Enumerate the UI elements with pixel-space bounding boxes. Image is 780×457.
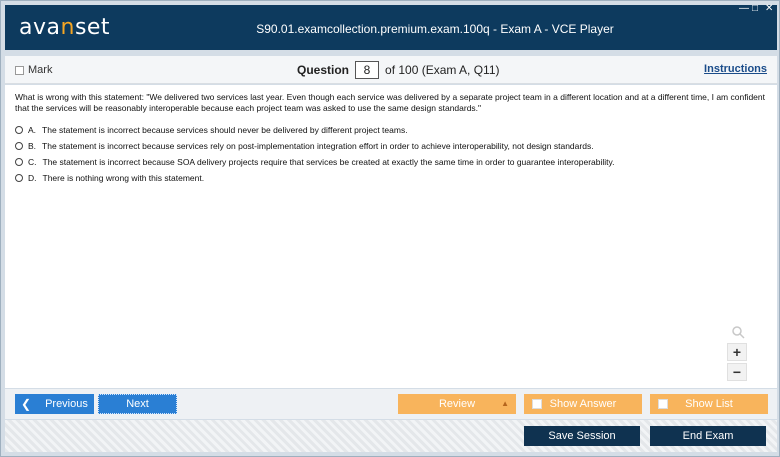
option-text: The statement is incorrect because services rely on post-implementation integration effort in order to achieve interoperability, not design standards. bbox=[42, 141, 594, 151]
question-text: What is wrong with this statement: "We delivered two services last year. Even though each service was delivered by a separate project team in a different location and at a different time, I am confident that the services will be reasonably interoperable because each project team was asked to use the same design standards." bbox=[15, 92, 765, 113]
next-button[interactable]: Next bbox=[98, 394, 177, 414]
radio-icon[interactable] bbox=[15, 158, 23, 166]
option-a[interactable] bbox=[15, 125, 408, 135]
instructions-link[interactable]: Instructions bbox=[704, 63, 767, 75]
minimize-icon[interactable]: — bbox=[739, 3, 749, 14]
option-text: There is nothing wrong with this statement. bbox=[42, 173, 205, 183]
question-of-label: of 100 (Exam A, Q11) bbox=[385, 63, 500, 77]
app-logo bbox=[19, 15, 110, 40]
review-label: Review bbox=[438, 398, 476, 410]
show-list-label: Show List bbox=[685, 398, 733, 410]
question-header bbox=[5, 56, 777, 84]
option-letter: C. bbox=[28, 157, 37, 167]
maximize-icon[interactable]: □ bbox=[752, 3, 759, 14]
chevron-left-icon: ❮ bbox=[21, 397, 32, 411]
end-exam-button[interactable]: End Exam bbox=[650, 426, 766, 446]
logo-text-accent: n bbox=[60, 15, 75, 40]
option-text: The statement is incorrect because SOA delivery projects require that services be created at exactly the same time in order to guarantee interoperability. bbox=[42, 157, 615, 167]
show-answer-button[interactable] bbox=[524, 394, 642, 414]
option-letter: D. bbox=[28, 173, 37, 183]
option-c[interactable] bbox=[15, 157, 615, 167]
radio-icon[interactable] bbox=[15, 142, 23, 150]
previous-button[interactable] bbox=[15, 394, 94, 414]
footer-bar bbox=[5, 420, 777, 452]
checkbox-icon bbox=[658, 399, 668, 409]
checkbox-icon bbox=[15, 66, 24, 75]
review-button[interactable] bbox=[398, 394, 516, 414]
navigation-bar bbox=[5, 389, 777, 419]
question-number-input[interactable]: 8 bbox=[355, 61, 379, 79]
show-answer-label: Show Answer bbox=[549, 398, 617, 410]
option-letter: B. bbox=[28, 141, 37, 151]
radio-icon[interactable] bbox=[15, 174, 23, 182]
question-navigator bbox=[297, 61, 500, 79]
magnifier-icon bbox=[731, 325, 745, 339]
previous-label: Previous bbox=[45, 398, 88, 410]
mark-label: Mark bbox=[28, 64, 53, 76]
logo-text-pre: ava bbox=[19, 15, 61, 40]
show-list-button[interactable] bbox=[650, 394, 768, 414]
option-text: The statement is incorrect because services should never be delivered by different project teams. bbox=[42, 125, 408, 135]
title-bar bbox=[5, 5, 777, 50]
window-title: S90.01.examcollection.premium.exam.100q - Exam A - VCE Player bbox=[256, 22, 614, 36]
logo-text-post: set bbox=[74, 15, 111, 40]
zoom-in-button[interactable]: + bbox=[727, 343, 747, 361]
checkbox-icon bbox=[532, 399, 542, 409]
option-letter: A. bbox=[28, 125, 37, 135]
question-label: Question bbox=[297, 63, 350, 77]
zoom-out-button[interactable]: − bbox=[727, 363, 747, 381]
mark-checkbox[interactable] bbox=[15, 64, 52, 76]
save-session-button[interactable]: Save Session bbox=[524, 426, 640, 446]
question-content bbox=[5, 85, 777, 388]
option-d[interactable] bbox=[15, 173, 204, 183]
close-icon[interactable]: ✕ bbox=[765, 3, 774, 14]
option-b[interactable] bbox=[15, 141, 594, 151]
radio-icon[interactable] bbox=[15, 126, 23, 134]
triangle-up-icon: ▲ bbox=[501, 399, 509, 408]
